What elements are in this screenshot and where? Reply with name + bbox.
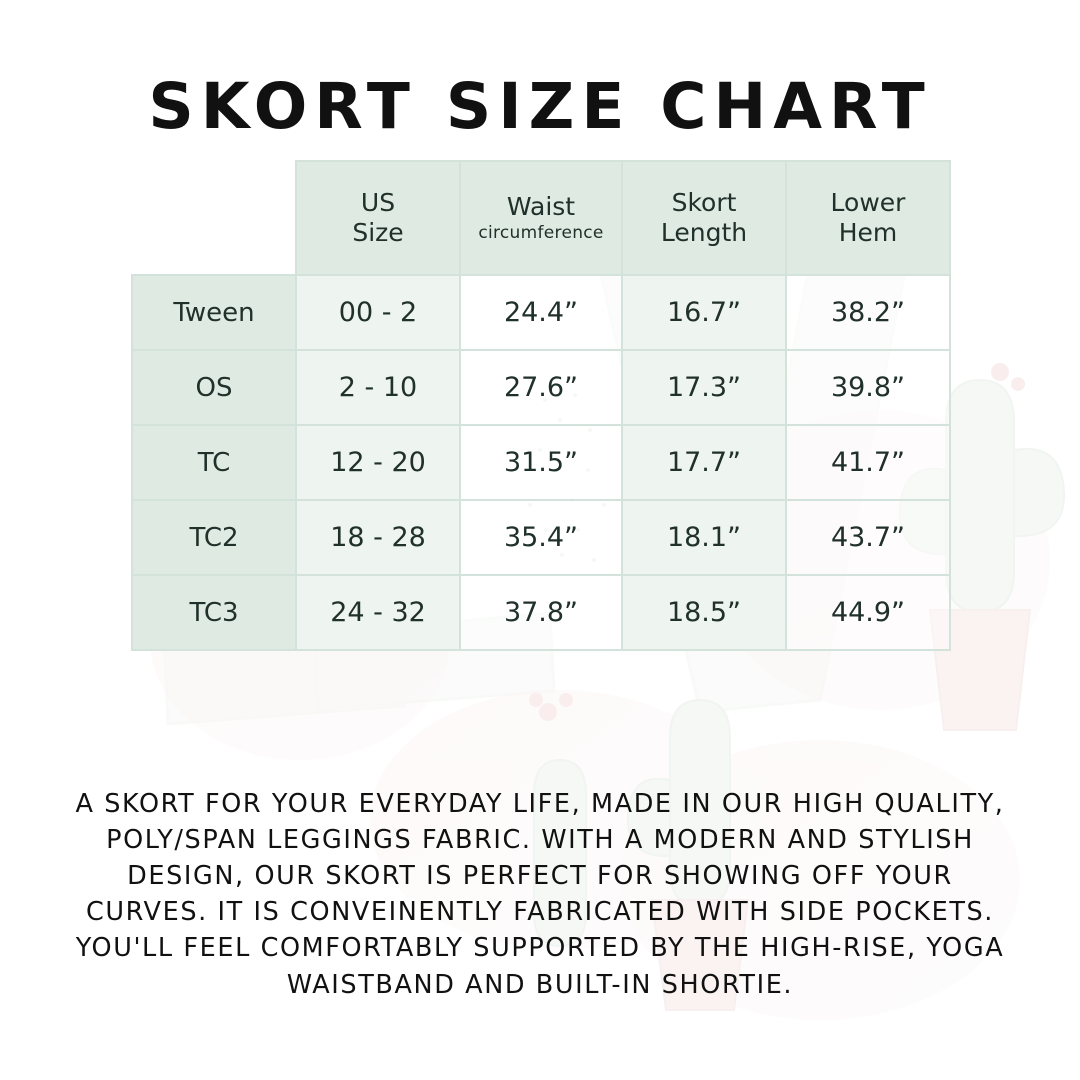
column-header-lower-hem: [786, 161, 950, 275]
table-row: [132, 500, 950, 575]
cell-us-size: 18 - 28: [296, 500, 460, 575]
row-size-label: OS: [132, 350, 296, 425]
table-body: [132, 275, 950, 650]
column-header-us-size-sub: Size: [352, 218, 404, 247]
size-chart-table-wrapper: [131, 160, 949, 651]
cell-waist: 24.4”: [460, 275, 622, 350]
cell-skort-length: 17.7”: [622, 425, 786, 500]
size-chart-table: [131, 160, 951, 651]
table-row: [132, 575, 950, 650]
cell-lower-hem: 44.9”: [786, 575, 950, 650]
row-size-label: TC2: [132, 500, 296, 575]
cell-lower-hem: 38.2”: [786, 275, 950, 350]
page-title: SKORT SIZE CHART: [148, 70, 932, 144]
column-header-skort-length-sub: Length: [660, 218, 748, 247]
column-header-us-size-main: US: [360, 187, 396, 217]
column-header-us-size: [296, 161, 460, 275]
column-header-waist-main: Waist: [506, 192, 576, 222]
row-size-label: TC: [132, 425, 296, 500]
table-header: [132, 161, 950, 275]
cell-lower-hem: 43.7”: [786, 500, 950, 575]
cell-waist: 37.8”: [460, 575, 622, 650]
table-row: [132, 425, 950, 500]
column-header-skort-length: [622, 161, 786, 275]
cell-skort-length: 17.3”: [622, 350, 786, 425]
table-header-row: [132, 161, 950, 275]
cell-waist: 27.6”: [460, 350, 622, 425]
cell-waist: 31.5”: [460, 425, 622, 500]
cell-skort-length: 16.7”: [622, 275, 786, 350]
cell-us-size: 12 - 20: [296, 425, 460, 500]
cell-skort-length: 18.5”: [622, 575, 786, 650]
column-header-lower-hem-main: Lower: [830, 187, 906, 217]
column-header-blank: [132, 161, 296, 275]
cell-skort-length: 18.1”: [622, 500, 786, 575]
cell-lower-hem: 41.7”: [786, 425, 950, 500]
row-size-label: TC3: [132, 575, 296, 650]
column-header-waist-sub: circumference: [478, 222, 604, 243]
product-description: A SKORT FOR YOUR EVERYDAY LIFE, MADE IN OUR HIGH QUALITY, POLY/SPAN LEGGINGS FABRIC. WITH A MODERN AND STYLISH DESIGN, OUR SKORT IS PERFECT FOR SHOWING OFF YOUR CURVES. IT IS CONVEINENTLY FABRICATED WITH SIDE POCKETS. YOU'LL FEEL COMFORTABLY SUPPORTED BY THE HIGH-RISE, YOGA WAISTBAND AND BUILT-IN SHORTIE.: [75, 788, 1005, 1000]
cell-waist: 35.4”: [460, 500, 622, 575]
column-header-skort-length-main: Skort: [671, 187, 737, 217]
row-size-label: Tween: [132, 275, 296, 350]
table-row: [132, 275, 950, 350]
cell-us-size: 24 - 32: [296, 575, 460, 650]
column-header-lower-hem-sub: Hem: [838, 218, 898, 247]
column-header-waist: [460, 161, 622, 275]
table-row: [132, 350, 950, 425]
cell-lower-hem: 39.8”: [786, 350, 950, 425]
cell-us-size: 00 - 2: [296, 275, 460, 350]
cell-us-size: 2 - 10: [296, 350, 460, 425]
